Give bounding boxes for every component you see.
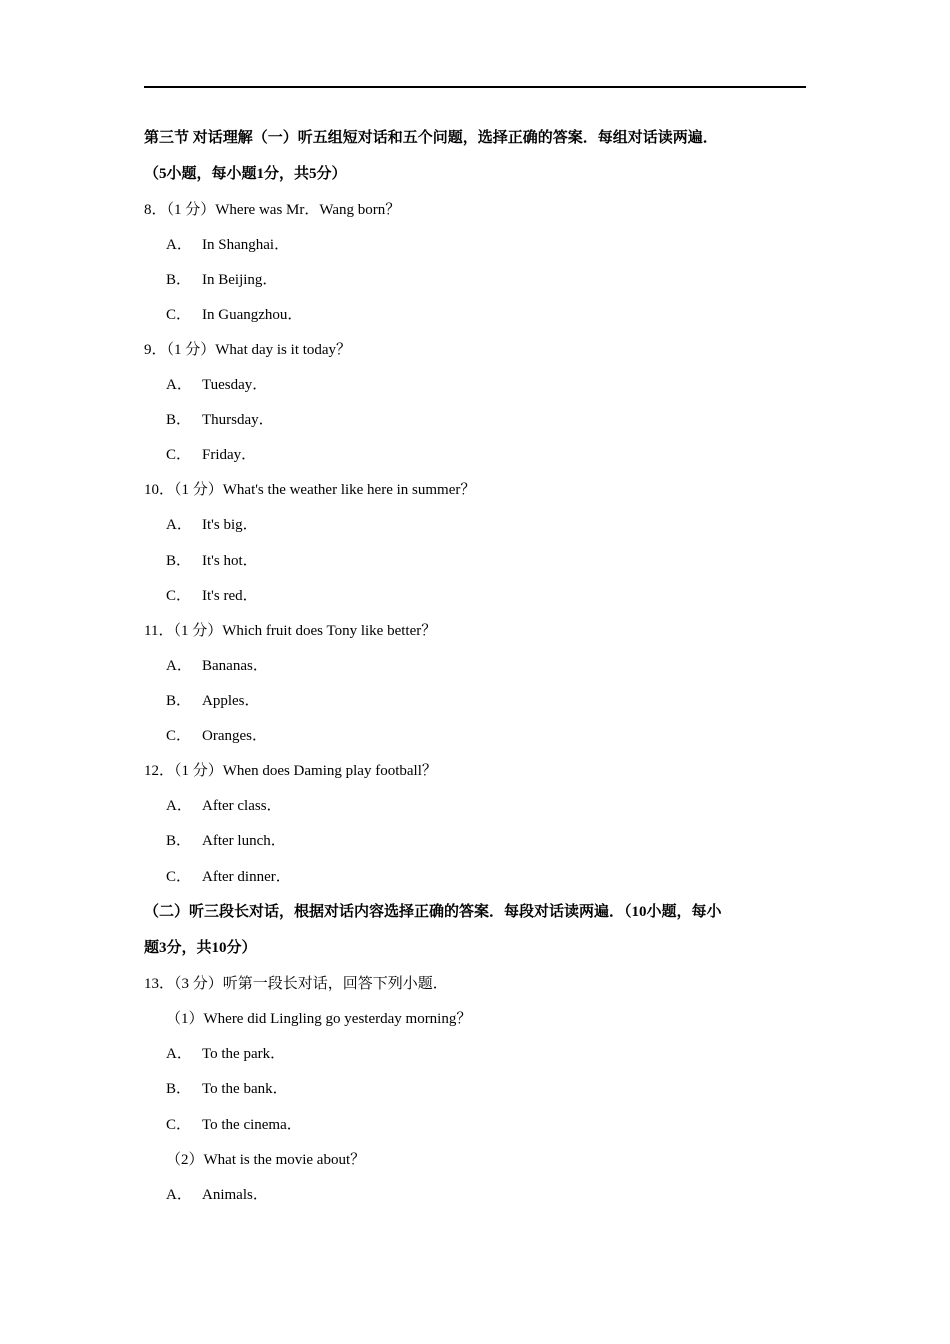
question-8-option-b: B． In Beijing． [166,272,278,288]
section-heading-line1: 第三节 对话理解（一）听五组短对话和五个问题，选择正确的答案．每组对话读两遍． [144,130,718,146]
question-9-option-b: B． Thursday． [166,412,274,428]
question-8-option-c: C． In Guangzhou． [166,307,303,323]
question-12-option-b: B． After lunch． [166,833,286,849]
question-13-sub1-option-a: A． To the park． [166,1046,286,1062]
question-10-option-b: B． It's hot． [166,553,258,569]
question-13-sub1-question: （1）Where did Lingling go yesterday morning？ [166,1011,472,1027]
question-13-sub1-option-b: B． To the bank． [166,1081,288,1097]
question-13-sub2-option-a: A． Animals． [166,1187,268,1203]
question-11-option-a: A． Bananas． [166,658,268,674]
question-12-stem: 12．（1 分）When does Daming play football？ [144,763,437,779]
question-9-option-c: C． Friday． [166,447,257,463]
question-12-option-a: A． After class． [166,798,282,814]
question-12-option-c: C． After dinner． [166,869,291,885]
question-13-sub2-question: （2）What is the movie about？ [166,1152,366,1168]
question-8-option-a: A． In Shanghai． [166,237,290,253]
header-rule [144,86,806,88]
question-8-stem: 8．（1 分）Where was Mr．Wang born？ [144,202,401,218]
question-11-stem: 11．（1 分）Which fruit does Tony like better？ [144,623,437,639]
part2-heading-line1: （二）听三段长对话，根据对话内容选择正确的答案．每段对话读两遍．（10小题，每小 [144,904,722,920]
question-10-option-c: C． It's red． [166,588,258,604]
question-11-option-b: B． Apples． [166,693,260,709]
question-9-option-a: A． Tuesday． [166,377,268,393]
question-10-option-a: A． It's big． [166,517,258,533]
question-9-stem: 9．（1 分）What day is it today？ [144,342,352,358]
part2-heading-line2: 题3分，共10分） [144,940,257,956]
question-11-option-c: C． Oranges． [166,728,267,744]
question-10-stem: 10．（1 分）What's the weather like here in summer？ [144,482,476,498]
section-heading-line2: （5小题，每小题1分，共5分） [144,166,347,182]
question-13-sub1-option-c: C． To the cinema． [166,1117,302,1133]
question-13-stem: 13．（3 分）听第一段长对话，回答下列小题． [144,976,448,992]
